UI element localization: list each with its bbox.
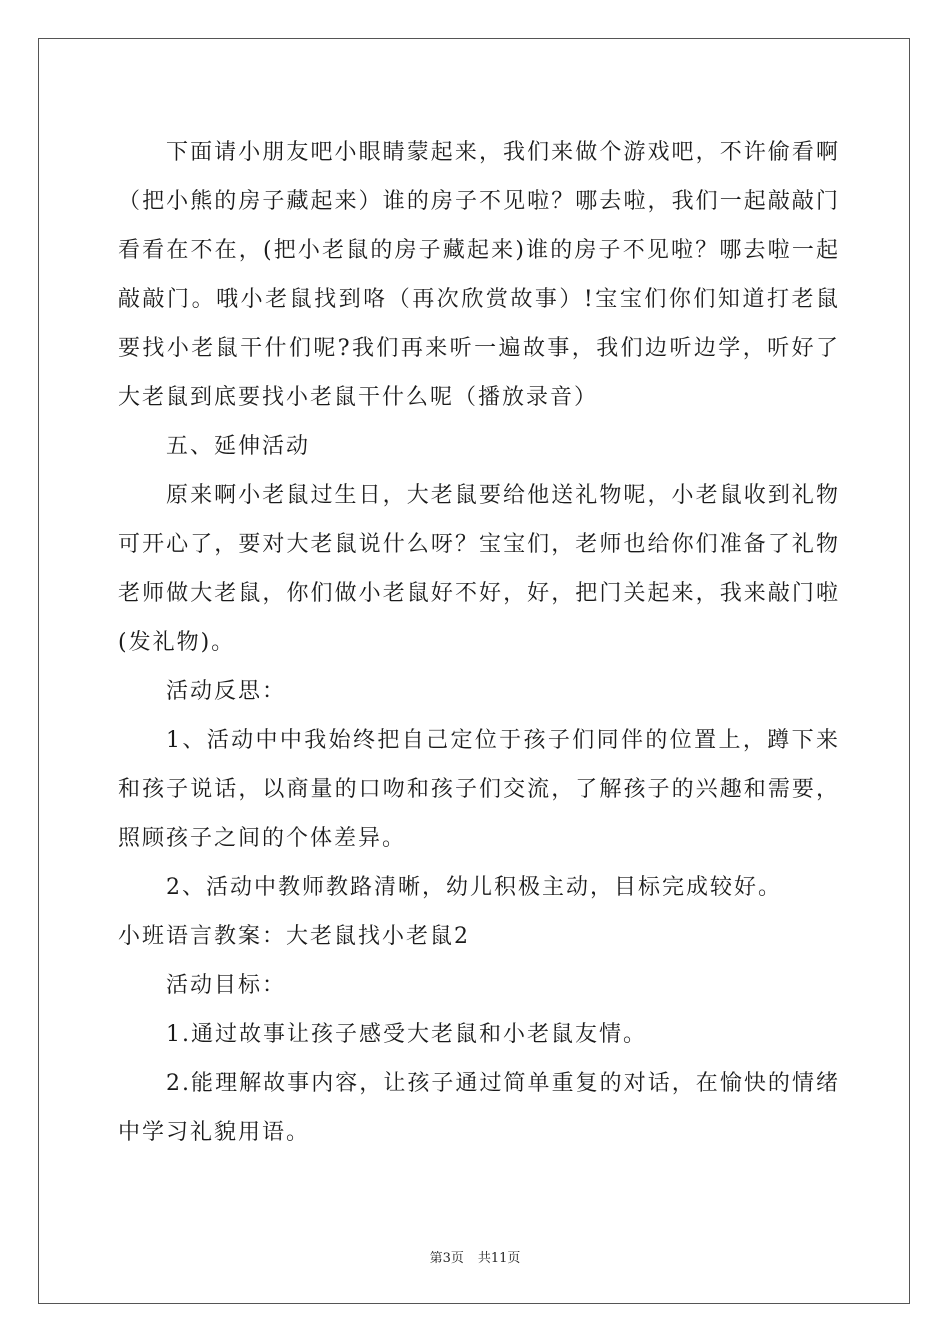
- section-heading-goals: 活动目标：: [166, 973, 287, 998]
- page-number: 第3页: [429, 1251, 464, 1266]
- document-body: [118, 128, 840, 1157]
- page-total: 共11页: [477, 1251, 521, 1266]
- reflection-item-1: 1、活动中中我始终把自己定位于孩子们同伴的位置上，蹲下来和孩子说话，以商量的口吻和孩子们交流，了解孩子的兴趣和需要，照顾孩子之间的个体差异。: [118, 728, 840, 851]
- paragraph-gift: 原来啊小老鼠过生日，大老鼠要给他送礼物呢，小老鼠收到礼物可开心了，要对大老鼠说什么呀？宝宝们，老师也给你们准备了礼物老师做大老鼠，你们做小老鼠好不好，好，把门关起来，我来敲门啦(发礼物)。: [118, 483, 840, 655]
- page-footer: [0, 1247, 950, 1266]
- section-heading-extension: 五、延伸活动: [166, 434, 311, 459]
- reflection-item-2: 2、活动中教师教路清晰，幼儿积极主动，目标完成较好。: [166, 875, 782, 900]
- goal-item-2: 2.能理解故事内容，让孩子通过简单重复的对话，在愉快的情绪中学习礼貌用语。: [118, 1071, 840, 1145]
- paragraph-game: 下面请小朋友吧小眼睛蒙起来，我们来做个游戏吧，不许偷看啊（把小熊的房子藏起来）谁的房子不见啦？哪去啦，我们一起敲敲门看看在不在，(把小老鼠的房子藏起来)谁的房子不见啦？哪去啦一起敲敲门。哦小老鼠找到咯（再次欣赏故事）!宝宝们你们知道打老鼠要找小老鼠干什们呢?我们再来听一遍故事，我们边听边学，听好了大老鼠到底要找小老鼠干什么呢（播放录音）: [118, 140, 840, 410]
- lesson-title: 小班语言教案：大老鼠找小老鼠2: [118, 924, 470, 949]
- section-heading-reflection: 活动反思：: [166, 679, 287, 704]
- goal-item-1: 1.通过故事让孩子感受大老鼠和小老鼠友情。: [166, 1022, 647, 1047]
